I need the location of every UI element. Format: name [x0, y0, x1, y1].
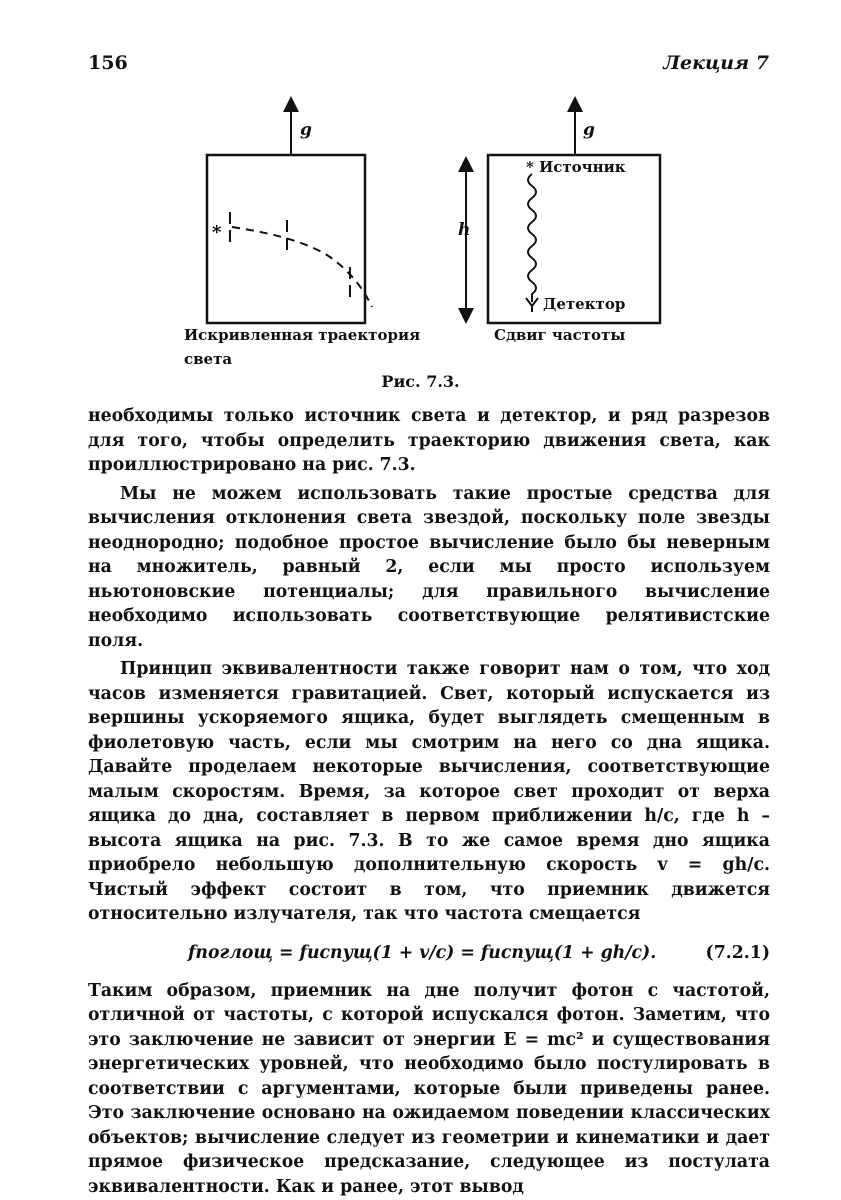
- left-g-label: g: [300, 120, 312, 140]
- running-title: Лекция 7: [663, 52, 769, 74]
- equation-number: (7.2.1): [705, 942, 770, 963]
- right-caption: Сдвиг частоты: [494, 326, 626, 344]
- equation-body: fпоглощ = fиспущ(1 + v/c) = fиспущ(1 + gh/c).: [188, 942, 657, 963]
- paragraph-3: Принцип эквивалентности также говорит нам о том, что ход часов изменяется гравитацией. Свет, который испускается из вершины ускоряемого ящика, будет выглядеть смещенным в фиолетовую часть, если мы смотрим на него со дна ящика. Давайте проделаем некоторые вычисления, соответствующие малым скоростям. Время, за которое свет проходит от верха ящика до дна, составляет в первом приближении h/c, где h – высота ящика на рис. 7.3. В то же самое время дно ящика приобрело небольшую дополнительную скорость v = gh/c. Чистый эффект состоит в том, что приемник движется относительно излучателя, так что частота смещается: [88, 659, 770, 924]
- h-label: h: [458, 220, 471, 240]
- source-label: * Источник: [526, 158, 626, 176]
- paragraph-4: Таким образом, приемник на дне получит фотон с частотой, отличной от частоты, с которой испускался фотон. Заметим, что это заключение не зависит от энергии E = mc² и существования энергетических уровней, что необходимо было постулировать в соответствии с аргументами, которые были приведены ранее. Это заключение основано на ожидаемом поведении классических объектов; вычисление следует из геометрии и кинематики и дает прямое физическое предсказание, следующее из постулата эквивалентности. Как и ранее, этот вывод: [88, 980, 770, 1197]
- figure-caption: Рис. 7.3.: [381, 372, 460, 391]
- left-caption-line1: Искривленная траектория: [184, 326, 421, 344]
- left-caption-line2: света: [184, 350, 233, 368]
- right-g-label: g: [583, 120, 595, 140]
- figure-7-3: [150, 92, 690, 382]
- equation-7-2-1: [88, 937, 770, 971]
- page-number: 156: [88, 52, 128, 74]
- left-source-star: *: [212, 222, 222, 243]
- paragraph-1: необходимы только источник света и детектор, и ряд разрезов для того, чтобы определить траекторию движения света, как проиллюстрировано на рис. 7.3.: [88, 406, 770, 475]
- photon-wave: [528, 174, 536, 302]
- page-header: [88, 52, 769, 80]
- detector-label: Детектор: [543, 295, 626, 313]
- body-text: [88, 404, 770, 1199]
- paragraph-2: Мы не можем использовать такие простые средства для вычисления отклонения света звездой, поскольку поле звезды неоднородно; подобное простое вычисление было бы неверным на множитель, равный 2, если мы просто используем ньютоновские потенциалы; для правильного вычисление необходимо использовать соответствующие релятивистские поля.: [88, 483, 770, 651]
